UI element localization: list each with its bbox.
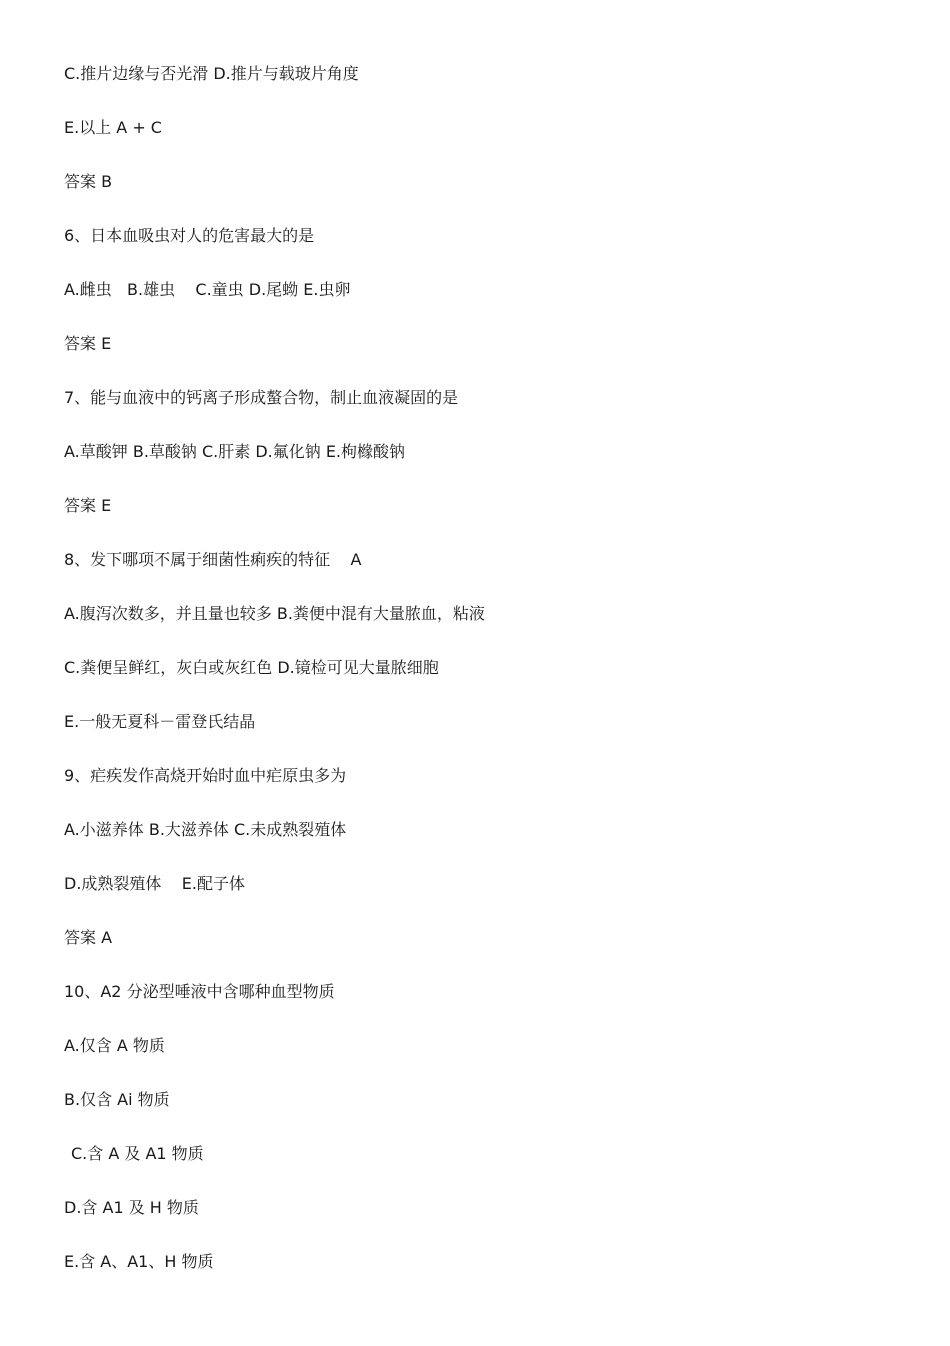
options-q8-cd: C.粪便呈鲜红，灰白或灰红色 D.镜检可见大量脓细胞: [64, 658, 439, 677]
answer-q7: 答案 E: [64, 496, 112, 515]
question-10: 10、A2 分泌型唾液中含哪种血型物质: [64, 982, 335, 1001]
option-line-q5-cd: C.推片边缘与否光滑 D.推片与载玻片角度: [64, 64, 359, 83]
option-line-q5-e: E.以上 A + C: [64, 118, 162, 137]
answer-q9: 答案 A: [64, 928, 113, 947]
answer-q6: 答案 E: [64, 334, 112, 353]
options-q8-e: E.一般无夏科－雷登氏结晶: [64, 712, 256, 731]
options-q8-ab: A.腹泻次数多，并且量也较多 B.粪便中混有大量脓血，粘液: [64, 604, 485, 623]
option-q10-a: A.仅含 A 物质: [64, 1036, 165, 1055]
option-q10-b: B.仅含 Ai 物质: [64, 1090, 170, 1109]
answer-q5: 答案 B: [64, 172, 113, 191]
question-8: 8、发下哪项不属于细菌性痢疾的特征 A: [64, 550, 362, 569]
question-9: 9、疟疾发作高烧开始时血中疟原虫多为: [64, 766, 347, 785]
options-q9-de: D.成熟裂殖体 E.配子体: [64, 874, 245, 893]
option-q10-d: D.含 A1 及 H 物质: [64, 1198, 199, 1217]
question-6: 6、日本血吸虫对人的危害最大的是: [64, 226, 315, 245]
option-q10-c: C.含 A 及 A1 物质: [71, 1144, 204, 1163]
options-q7: A.草酸钾 B.草酸钠 C.肝素 D.氟化钠 E.枸橼酸钠: [64, 442, 406, 461]
options-q9-abc: A.小滋养体 B.大滋养体 C.未成熟裂殖体: [64, 820, 347, 839]
option-q10-e: E.含 A、A1、H 物质: [64, 1252, 214, 1271]
question-7: 7、能与血液中的钙离子形成螯合物，制止血液凝固的是: [64, 388, 459, 407]
options-q6: A.雌虫 B.雄虫 C.童虫 D.尾蚴 E.虫卵: [64, 280, 351, 299]
